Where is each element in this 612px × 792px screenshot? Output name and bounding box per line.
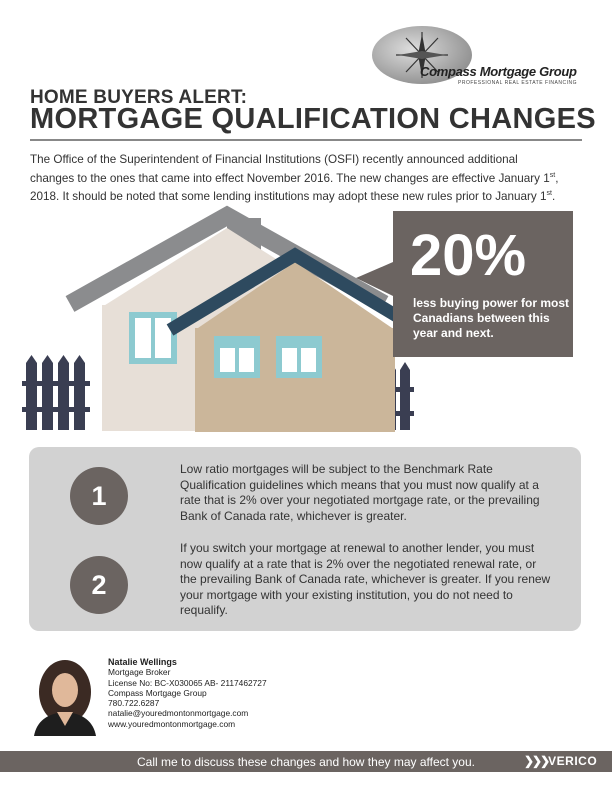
broker-website[interactable]: www.youredmontonmortgage.com — [108, 718, 236, 729]
logo-tagline: PROFESSIONAL REAL ESTATE FINANCING — [458, 80, 577, 86]
point-number-1: 1 — [70, 467, 128, 525]
broker-photo — [30, 656, 100, 736]
broker-email[interactable]: natalie@youredmontonmortgage.com — [108, 708, 249, 719]
intro-line: 2018. It should be noted that some lending institutions may adopt these new rules prior to January 1st. — [30, 189, 556, 203]
page-kicker: HOME BUYERS ALERT: — [30, 87, 248, 108]
broker-phone[interactable]: 780.722.6287 — [108, 698, 160, 709]
verico-logo — [524, 754, 597, 768]
broker-license: License No: BC-X030065 AB- 2117462727 — [108, 677, 267, 688]
contact-card — [108, 657, 267, 729]
verico-wordmark: VERICO — [548, 754, 598, 768]
point-number-2: 2 — [70, 556, 128, 614]
company-logo — [372, 20, 602, 88]
left-fence — [22, 355, 90, 430]
logo-company-name: Compass Mortgage Group — [420, 64, 577, 79]
intro-line: changes to the ones that came into effect November 2016. The new changes are effective January 1st, — [30, 171, 559, 185]
stat-caption: less buying power for most Canadians between this year and next. — [413, 296, 570, 340]
point-text-2: If you switch your mortgage at renewal to another lender, you must now qualify at a rate that is 2% over the negotiated renewal rate, or the prevailing Bank of Canada rate, whichever is greater. If you renew your mortgage with your existing institution, you do not need to requalify. — [180, 541, 551, 617]
intro-line: The Office of the Superintendent of Financial Institutions (OSFI) recently announced additional — [30, 153, 518, 166]
broker-name: Natalie Wellings — [108, 657, 177, 667]
intro-paragraph — [30, 152, 590, 204]
stat-percent: 20% — [410, 223, 527, 288]
broker-role: Mortgage Broker — [108, 667, 171, 678]
title-divider — [30, 139, 582, 141]
broker-company: Compass Mortgage Group — [108, 687, 207, 698]
footer-message: Call me to discuss these changes and how they may affect you. — [137, 755, 475, 769]
point-text-1: Low ratio mortgages will be subject to the Benchmark Rate Qualification guidelines which means that you must now qualify at a rate that is 2% over your negotiated mortgage rate, or the prevailing Bank of Canada rate, whichever is greater. — [180, 462, 540, 523]
page-title: MORTGAGE QUALIFICATION CHANGES — [30, 103, 596, 135]
verico-mark-icon: ❯❯❯ — [524, 754, 549, 768]
